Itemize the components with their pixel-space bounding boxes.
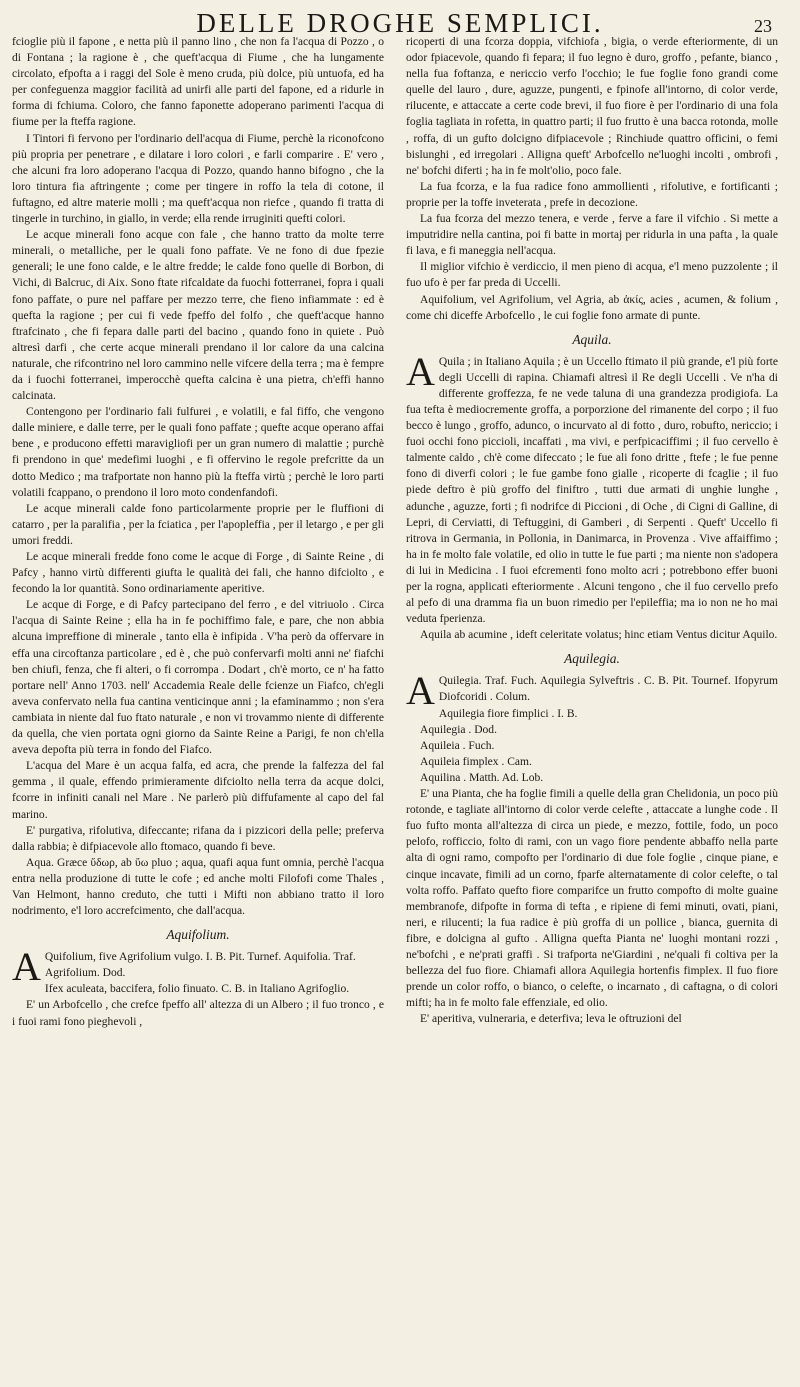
paragraph: [12, 997, 384, 1029]
paragraph-text: Aquila ab acumine , ideft celeritate volatus; hinc etiam Ventus dicitur Aquilo.: [420, 629, 778, 642]
left-column: [12, 34, 384, 1379]
paragraph: [12, 404, 384, 501]
page-title: DELLE DROGHE SEMPLICI.: [196, 8, 604, 38]
paragraph: [406, 627, 778, 643]
paragraph-text: Aquileia fimplex . Cam.: [420, 755, 532, 768]
paragraph-text: E' una Pianta, che ha foglie fimili a quelle della gran Chelidonia, un poco più rotonde, e tagliate all'intorno di color verde celefte , attaccate a lunghe code . Il fuo fufto monta all'altezza di circa un piede, e mezzo, fottile, fodo, un poco pelofo, rofficcio, folto di rami, con un vago fiore pendente abbaffo nella parte alta di ogni ramo, compofto per l'ordinario di due fole foglie , cinque piane, e cinque incavate, fimili ad un corno, fparfe alternatamente di color celefte, o tal volta roffo. Paffato quefto fiore comparifce un frutto compofto di molte guaine membranofe, difpofte in forma di tefta , e ripiene di femi minuti, ovati, piani, neri, e rilucenti; la fua radice è più groffa di un pollice , bianca, guernita di fibre, e dolcigna al gufto . Alligna quefta Pianta ne' luoghi montani rozzi , ne'bofchi , e ne'prati graffi . Si trafporta ne'Giardini , ne'quali fi coltiva per la bellezza del fuo fiore. Chiamafi allora Aquilegia hortenfis fimplex. Il fuo fiore prende un color roffo, o bianco, o celefte, o incarnato , di caftagna, o di colori mifti; ha in fe molto fale effenziale, ed olio.: [406, 788, 778, 1010]
paragraph: [12, 855, 384, 919]
paragraph-text: ricoperti di una fcorza doppia, vifchiofa , bigia, o verde efteriormente, di un odor fpiacevole, quando fi fepara; il fuo legno è duro, groffo , pefante, bianco , nella fua foftanza, e nericcio verfo l'occhio; le fue foglie fono grandi come quelle del lauro , dure, aguzze, pungenti, e fpinofe all'intorno, di color verde, rilucente, e attaccate a certe code brevi, il fuo fiore è per l'ordinario di una fola foglia tagliata in rofetta, in quattro parti; il fuo frutto è una bacca rotonda, molle , roffa, di un gufto dolcigno difpiacevole ; Rinchiude quattro officini, o femi bislunghi , ed irregolari . Alligna queft' Arbofcello ne'luoghi incolti , ombrofi , ne' bofchi diferti ; ha in fe molt'olio, poco fale.: [406, 36, 778, 177]
paragraph: [406, 259, 778, 291]
paragraph-text: Le acque minerali fono acque con fale , che hanno tratto da molte terre minerali, o metalliche, per le quali fono paffate. Ve ne fono di due fpezie generali; le une fono calde, e le altre fredde; le calde fono quelle di Borbon, di Vichi, di Balcruc, di Aix. Sono ftate rifcaldate da fuochi fotterranei, fopra i quali fono paffate, o pure nel paffare per mezzo terre, che fieno infiammate : ed è quefta la ragione ; per cui fi vede fpeffo del folfo , che queft'acque hanno ftrafcinato , che fi fepara dalle parti del bacino , quando fono in quiete . Può altresì darfi , che certe acque minerali prendano il lor calore da una calcina naturale, che rifcontrino nel loro cammino nelle vifcere della terra ; ma è fempre da i fuochi fotterranei, imperocchè quefta calcina è una pietra, ch'effi hanno calcinata.: [12, 229, 384, 403]
paragraph-text: E' purgativa, rifolutiva, difeccante; rifana da i pizzicori della pelle; preferva dalla rabbia; è difpiacevole allo ftomaco, quando fi beve.: [12, 824, 384, 853]
synonym-line: [406, 348, 778, 628]
paragraph-text: La fua fcorza, e la fua radice fono ammollienti , rifolutive, e fortificanti ; proprie per la toffe inveterata , prefe in decozione.: [406, 180, 778, 209]
paragraph-text: Aquilegia . Dod.: [420, 723, 497, 736]
paragraph-text: Le acque minerali calde fono particolarmente proprie per le fluffioni di catarro , per la paralifia , per la fciatica , per l'apopleffia , per il letargo , e per gli umori freddi.: [12, 502, 384, 547]
paragraph-text: fcioglie più il fapone , e netta più il panno lino , che non fa l'acqua di Pozzo , o di Fontana ; la ragione è , che queft'acqua di Fiume , che ha lungamente circolato, efpofta a i raggi del Sole è meno cruda, più dolce, più untuofa, ed ha per confeguenza maggior facilità ad unirfi alle parti del fapone, ed a ridurle in forma di fchiuma. Coloro, che fanno faponette adoperano parimenti l'acqua di fiume per la fteffa ragione.: [12, 36, 384, 129]
paragraph: [12, 549, 384, 597]
paragraph-text: E' un Arbofcello , che crefce fpeffo all' altezza di un Albero ; il fuo tronco , e i fuoi rami fono pieghevoli ,: [12, 999, 384, 1028]
paragraph-text: La fua fcorza del mezzo tenera, e verde , ferve a fare il vifchio . Si mette a imputridire nella cantina, poi fi batte in mortaj per ridurla in una pafta , la quale fi lava, e fi maneggia nell'acqua.: [406, 213, 778, 258]
right-column: [406, 34, 778, 1379]
paragraph-text: Contengono per l'ordinario fali fulfurei , e volatili, e fal fiffo, che vengono dalle miniere, e dalle terre, per le quali fono paffate ; quefte acque operano affai bene , e producono effetti maravigliofi per un gran numero di malattie ; purchè fi prendono in que' medefimi luoghi , e fi offervino le regole prefcritte da un dotto Medico ; ma trafportate non hanno più la fteffa virtù ; perchè le loro parti volatili fcappano, o prendono il loro moto condenfandofi.: [12, 406, 384, 499]
paragraph-text: I Tintori fi fervono per l'ordinario dell'acqua di Fiume, perchè la riconofcono più propria per penetrare , e dilatare i loro colori , e farli comparire . E' vero , che alcuni fra loro adoperano l'acqua di Pozzo, quando hanno bifogno , che la loro tintura fia aftringente ; come per tingere in roffo la tela di cotone, il fuftagno, ed altre materie molli ; ma queft'acqua non riefce , quando fi tratta di tingerle in turchino, in giallo, in verde; ella rende irruginiti quefti colori.: [12, 132, 384, 226]
synonym-line: [406, 738, 778, 754]
paragraph-text: Quila ; in Italiano Aquila ; è un Uccello ftimato il più grande, e'l più forte degli Uccelli di rapina. Chiamafi altresì il Re degli Uccelli . Ve n'ha di differente groffezza, fe ne vede taluna di una grandezza prodigiofa. La fua tefta è mediocremente groffa, a porporzione del rimanente del corpo ; il fuo becco è lungo , groffo, adunco, o incurvato al di fotto , duro, robufto, nericcio; i fuoi occhi fono piccioli, incaffati , ma vivi, e perfpicaciffimi ; il fuo cervello è talmente caldo , ch'è come difeccato ; le fue ali fono dritte , ftefe ; le fue penne fono di diverfi colori ; le fue gambe fono gialle , ricoperte di fcaglie ; il fuo piede deftro è più groffo del finiftro , tutti due armati di unghie lunghe , adunche , aguzze, forti ; fi nodrifce di Piccioni , di Oche , di Cigni di Galline, di Lepri, di Cerviatti, di Teftuggini, di Gamberi , di Serpenti . Queft' Uccello fi ritrova in Germania, in Pollonia, in Danimarca, in Provenza . Vive affaiffimo ; ha in fe molto fale volatile, ed olio in tutte le fue parti ; ma niente non s'adopera di lui in Medicina . I fuoi efcrementi fono molto acri ; potrebbono effer buoni per la rogna, applicati efteriormente . Alcuni tengono , che il fuo cervello prefo al pefo di una dramma fia un buon rimedio per l'epileffia; ma io non ne ho mai veduta fperienza.: [406, 355, 778, 626]
drop-cap: A: [406, 668, 435, 714]
paragraph-text: Quifolium, five Agrifolium vulgo. I. B. Pit. Turnef. Aquifolia. Traf.: [44, 951, 356, 964]
paragraph-text: Le acque di Forge, e di Pafcy partecipano del ferro , e del vitriuolo . Circa l'acqua di Sainte Reine ; ella ha in fe pochiffimo fale, e pare, che non abbia alcuna impreffione di minerale , tanto ella è infipida . V'ha però da offervare in effa una circoftanza particolare , ed è , che può confervarfi molti anni ne' fiafchi ben chiufi, fenza, che fi alteri, o fi corrompa . Dodart , ch'è morto, ce n' ha fatto portare nell' Anno 1703. nell' Accademia Reale delle fcienze un Fiafco, ch'egli aveva confervato nella fua cantina venticinque anni ; la efaminammo ; non s'era cambiata in niente dal fuo ftato naturale , e non vi trovammo niente di differente da quella, che vien portata ogni giorno da Sainte Reine a Parigi, fe non ch'ella aveva depofta più terra in fondo del Fiafco.: [12, 599, 384, 757]
paragraph: [406, 179, 778, 211]
paragraph-text: E' aperitiva, vulneraria, e deterfiva; leva le oftruzioni del: [420, 1013, 682, 1026]
paragraph: [406, 292, 778, 324]
paragraph: [12, 34, 384, 131]
synonym-line: [406, 706, 778, 722]
paragraph: [406, 211, 778, 259]
entry-heading: Aquilegia.: [564, 651, 620, 667]
paragraph: [12, 227, 384, 404]
paragraph-text: Aquilina . Matth. Ad. Lob.: [420, 771, 544, 784]
paragraph: [406, 1011, 778, 1027]
synonym-line: [406, 754, 778, 770]
paragraph-text: Aquilegia fiore fimplici . I. B.: [438, 707, 578, 720]
synonym-line: [406, 722, 778, 738]
drop-cap: A: [12, 944, 41, 990]
synonym-line: [12, 981, 384, 997]
paragraph: [12, 131, 384, 228]
paragraph: [12, 758, 384, 822]
paragraph: [406, 34, 778, 179]
page-number: 23: [754, 16, 772, 36]
entry-heading: Aquifolium.: [166, 927, 230, 943]
paragraph-text: Aquifolium, vel Agrifolium, vel Agria, ab ἀκίς, acies , acumen, & folium , come chi diceffe Arbofcello , le cui foglie fono armate di punte.: [406, 293, 778, 322]
paragraph-text: Agrifolium. Dod.: [44, 967, 126, 980]
paragraph-text: Aquileia . Fuch.: [420, 739, 495, 752]
drop-cap: A: [406, 348, 435, 394]
paragraph: [12, 823, 384, 855]
paragraph: [12, 501, 384, 549]
paragraph-text: L'acqua del Mare è un acqua falfa, ed acra, che prende la falfezza del fal gemma , il quale, effendo primieramente difciolto nella terra da acque dolci, fcorre in infiniti canali nel Mare . Ne parlerò più diffufamente al capo del fal marino.: [12, 760, 384, 821]
paragraph-text: Il miglior vifchio è verdiccio, il men pieno di acqua, e'l meno puzzolente ; il fuo ufo è per far preda di Uccelli.: [406, 261, 778, 290]
paragraph: [406, 786, 778, 1011]
paragraph-text: Aqua. Græce ὕδωρ, ab ὕω pluo ; aqua, quafi aqua funt omnia, perchè l'acqua entra nella produzione di tutte le cofe ; ed anche molti Filofofi come Thales , Van Helmont, hanno creduto, che tutti i Mifti non abbiano tratto il loro nodrimento, e'l loro accrefcimento, che dall'acqua.: [12, 856, 384, 918]
paragraph-text: Ifex aculeata, baccifera, folio finuato. C. B. in Italiano Agrifoglio.: [44, 983, 350, 996]
paragraph: [12, 597, 384, 758]
paragraph-text: Le acque minerali fredde fono come le acque di Forge , di Sainte Reine , di Pafcy , hanno virtù differenti giufta le qualità dei fali, che hanno difciolto , e fecondo la lor quantità. Sono ordinariamente aperitive.: [12, 551, 384, 596]
synonym-line: [12, 965, 384, 981]
paragraph-text: Quilegia. Traf. Fuch. Aquilegia Sylveftris . C. B. Pit. Tournef. Ifopyrum Diofcoridi . Colum.: [438, 675, 778, 704]
synonym-line: [406, 770, 778, 786]
entry-heading: Aquila.: [572, 331, 612, 347]
